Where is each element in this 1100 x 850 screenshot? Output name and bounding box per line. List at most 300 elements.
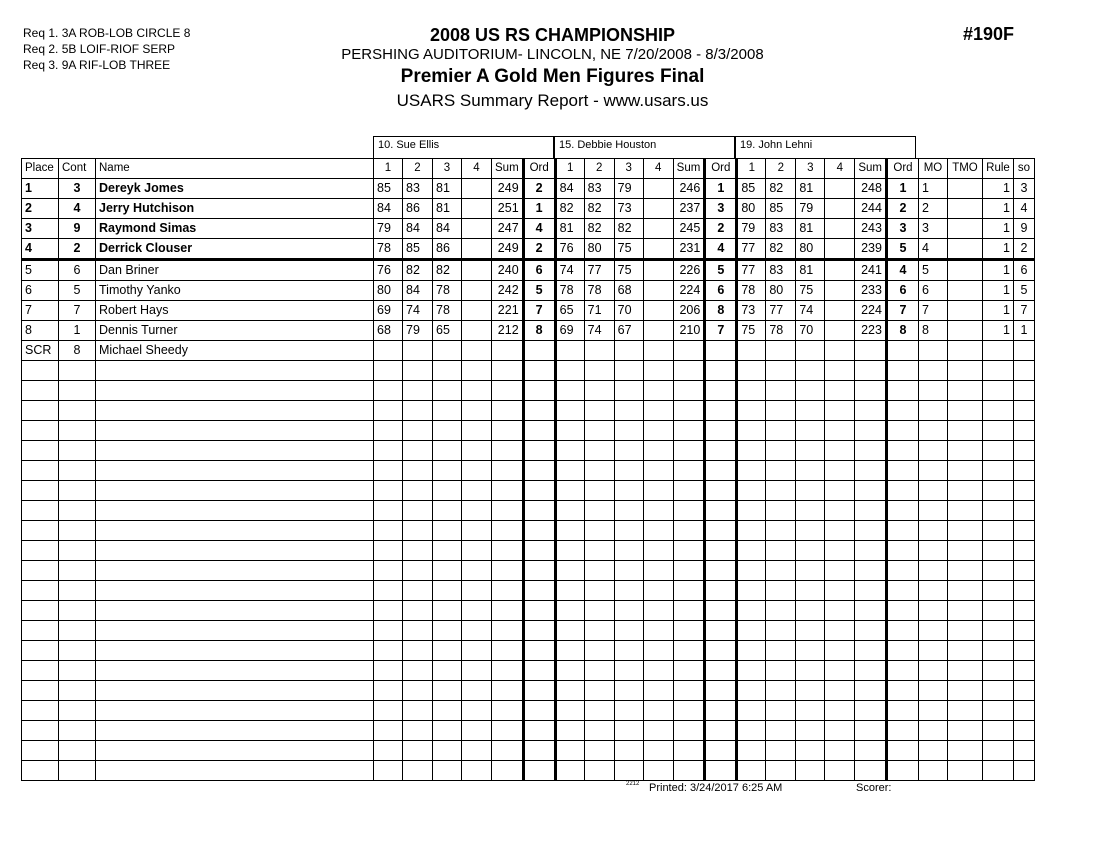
rule-cell: 1 (982, 321, 1013, 341)
header-j1-score-2: 2 (403, 159, 433, 179)
score-cell (462, 341, 492, 361)
score-cell: 77 (766, 301, 796, 321)
empty-cell (947, 561, 982, 581)
empty-cell (96, 581, 374, 601)
empty-cell (947, 381, 982, 401)
empty-cell (59, 481, 96, 501)
empty-cell (825, 681, 855, 701)
sum-cell: 233 (855, 281, 887, 301)
ord-cell (886, 341, 918, 361)
empty-cell (403, 541, 433, 561)
empty-cell (96, 441, 374, 461)
empty-cell (433, 581, 462, 601)
empty-cell (1013, 441, 1034, 461)
sum-cell: 221 (492, 301, 524, 321)
empty-cell (555, 621, 584, 641)
score-cell (825, 199, 855, 219)
sum-cell: 239 (855, 239, 887, 260)
empty-cell (555, 701, 584, 721)
ord-cell: 8 (523, 321, 555, 341)
empty-cell (523, 361, 555, 381)
score-cell (462, 321, 492, 341)
scorer-label: Scorer: (856, 782, 892, 794)
empty-cell (59, 401, 96, 421)
header-j1-score-3: 3 (433, 159, 462, 179)
event-title: 2008 US RS CHAMPIONSHIP (429, 25, 676, 45)
empty-cell (918, 581, 947, 601)
score-cell: 82 (584, 199, 614, 219)
score-cell (462, 199, 492, 219)
empty-cell (705, 641, 737, 661)
empty-cell (59, 681, 96, 701)
score-cell: 82 (433, 260, 462, 281)
empty-cell (673, 361, 705, 381)
score-cell: 81 (796, 179, 825, 199)
empty-cell (886, 481, 918, 501)
empty-cell (374, 441, 403, 461)
empty-cell (523, 661, 555, 681)
empty-cell (643, 481, 673, 501)
empty-cell (705, 561, 737, 581)
event-name: Premier A Gold Men Figures Final (400, 66, 705, 87)
empty-cell (22, 721, 59, 741)
empty-cell (462, 401, 492, 421)
empty-cell (766, 761, 796, 781)
score-cell: 82 (555, 199, 584, 219)
sum-cell: 206 (673, 301, 705, 321)
empty-cell (403, 421, 433, 441)
empty-cell (22, 641, 59, 661)
empty-cell (766, 541, 796, 561)
empty-cell (766, 461, 796, 481)
empty-cell (886, 681, 918, 701)
empty-cell (492, 561, 524, 581)
score-cell: 83 (584, 179, 614, 199)
empty-cell (947, 541, 982, 561)
empty-cell (374, 601, 403, 621)
empty-cell (96, 421, 374, 441)
empty-cell (886, 721, 918, 741)
empty-cell (825, 601, 855, 621)
mo-cell: 5 (918, 260, 947, 281)
empty-row (22, 421, 1035, 441)
empty-cell (855, 761, 887, 781)
score-cell (643, 179, 673, 199)
ord-cell: 6 (705, 281, 737, 301)
empty-cell (96, 501, 374, 521)
empty-cell (462, 541, 492, 561)
empty-cell (584, 541, 614, 561)
empty-cell (555, 581, 584, 601)
empty-row (22, 381, 1035, 401)
empty-cell (374, 761, 403, 781)
empty-cell (59, 421, 96, 441)
empty-cell (886, 361, 918, 381)
empty-cell (643, 681, 673, 701)
header-j1-score-4: 4 (462, 159, 492, 179)
empty-cell (555, 681, 584, 701)
mo-cell: 1 (918, 179, 947, 199)
empty-cell (22, 521, 59, 541)
empty-cell (523, 641, 555, 661)
table-row (22, 219, 1035, 239)
empty-row (22, 501, 1035, 521)
empty-cell (855, 601, 887, 621)
mo-cell: 3 (918, 219, 947, 239)
ord-cell: 5 (705, 260, 737, 281)
tmo-cell (947, 341, 982, 361)
score-cell: 75 (614, 260, 643, 281)
empty-cell (492, 721, 524, 741)
score-cell: 86 (403, 199, 433, 219)
so-cell: 7 (1013, 301, 1034, 321)
empty-cell (982, 621, 1013, 641)
title-block (300, 24, 805, 112)
empty-cell (584, 681, 614, 701)
empty-cell (825, 641, 855, 661)
score-cell: 65 (555, 301, 584, 321)
empty-cell (918, 661, 947, 681)
empty-cell (462, 601, 492, 621)
tmo-cell (947, 199, 982, 219)
empty-cell (523, 701, 555, 721)
sum-cell: 237 (673, 199, 705, 219)
empty-cell (523, 581, 555, 601)
empty-cell (947, 481, 982, 501)
score-cell: 78 (555, 281, 584, 301)
empty-cell (918, 761, 947, 781)
empty-cell (462, 561, 492, 581)
empty-cell (462, 361, 492, 381)
empty-cell (492, 481, 524, 501)
requirements-list (23, 25, 190, 73)
tmo-cell (947, 260, 982, 281)
place-cell: 3 (22, 219, 59, 239)
empty-cell (796, 401, 825, 421)
empty-cell (855, 561, 887, 581)
empty-row (22, 761, 1035, 781)
empty-cell (766, 381, 796, 401)
score-cell: 71 (584, 301, 614, 321)
sum-cell: 240 (492, 260, 524, 281)
header-j3-score-2: 2 (766, 159, 796, 179)
empty-cell (1013, 721, 1034, 741)
empty-cell (59, 361, 96, 381)
cont-cell: 7 (59, 301, 96, 321)
empty-cell (737, 441, 766, 461)
empty-cell (673, 761, 705, 781)
empty-cell (462, 641, 492, 661)
empty-cell (705, 701, 737, 721)
empty-cell (673, 621, 705, 641)
score-cell: 80 (796, 239, 825, 260)
empty-cell (918, 641, 947, 661)
score-cell (462, 239, 492, 260)
empty-cell (643, 581, 673, 601)
empty-cell (492, 761, 524, 781)
score-cell: 86 (433, 239, 462, 260)
empty-cell (584, 761, 614, 781)
empty-cell (584, 701, 614, 721)
sum-cell: 243 (855, 219, 887, 239)
empty-cell (403, 721, 433, 741)
empty-cell (403, 441, 433, 461)
empty-cell (555, 481, 584, 501)
empty-cell (492, 521, 524, 541)
empty-cell (523, 721, 555, 741)
empty-cell (737, 361, 766, 381)
empty-cell (796, 501, 825, 521)
empty-cell (462, 661, 492, 681)
empty-cell (855, 401, 887, 421)
ord-cell: 4 (705, 239, 737, 260)
empty-cell (705, 521, 737, 541)
empty-cell (947, 601, 982, 621)
empty-cell (737, 701, 766, 721)
empty-cell (22, 401, 59, 421)
empty-cell (947, 761, 982, 781)
empty-cell (403, 561, 433, 581)
empty-cell (982, 601, 1013, 621)
cont-cell: 2 (59, 239, 96, 260)
empty-cell (982, 401, 1013, 421)
score-cell: 74 (584, 321, 614, 341)
score-cell (555, 341, 584, 361)
empty-cell (855, 621, 887, 641)
empty-cell (705, 461, 737, 481)
empty-cell (825, 581, 855, 601)
sum-cell: 248 (855, 179, 887, 199)
score-cell: 80 (584, 239, 614, 260)
empty-cell (737, 481, 766, 501)
empty-cell (614, 541, 643, 561)
empty-cell (947, 581, 982, 601)
empty-cell (766, 401, 796, 421)
score-cell: 80 (766, 281, 796, 301)
empty-cell (374, 681, 403, 701)
score-cell (825, 260, 855, 281)
empty-cell (523, 501, 555, 521)
empty-cell (1013, 701, 1034, 721)
mo-cell (918, 341, 947, 361)
empty-cell (433, 701, 462, 721)
empty-cell (462, 741, 492, 761)
empty-cell (643, 421, 673, 441)
empty-cell (433, 361, 462, 381)
empty-cell (492, 581, 524, 601)
empty-cell (705, 441, 737, 461)
empty-cell (855, 721, 887, 741)
empty-cell (886, 541, 918, 561)
empty-cell (96, 521, 374, 541)
cont-cell: 1 (59, 321, 96, 341)
empty-row (22, 441, 1035, 461)
score-cell: 69 (555, 321, 584, 341)
empty-cell (825, 541, 855, 561)
empty-cell (796, 381, 825, 401)
empty-cell (374, 641, 403, 661)
empty-cell (433, 761, 462, 781)
cont-cell: 9 (59, 219, 96, 239)
empty-cell (982, 361, 1013, 381)
empty-cell (886, 601, 918, 621)
empty-cell (614, 721, 643, 741)
empty-cell (433, 501, 462, 521)
empty-cell (96, 361, 374, 381)
score-cell: 70 (614, 301, 643, 321)
empty-cell (492, 621, 524, 641)
header-j2-score-2: 2 (584, 159, 614, 179)
mo-cell: 4 (918, 239, 947, 260)
empty-cell (584, 361, 614, 381)
empty-cell (855, 541, 887, 561)
score-cell: 79 (403, 321, 433, 341)
empty-cell (523, 681, 555, 701)
empty-cell (1013, 501, 1034, 521)
empty-row (22, 641, 1035, 661)
tmo-cell (947, 179, 982, 199)
ord-cell: 7 (523, 301, 555, 321)
empty-cell (492, 541, 524, 561)
empty-cell (555, 381, 584, 401)
empty-cell (22, 741, 59, 761)
empty-cell (796, 521, 825, 541)
empty-cell (523, 621, 555, 641)
score-cell: 69 (374, 301, 403, 321)
ord-cell: 4 (886, 260, 918, 281)
ord-cell: 5 (886, 239, 918, 260)
empty-cell (737, 761, 766, 781)
empty-cell (737, 581, 766, 601)
empty-cell (59, 661, 96, 681)
empty-cell (96, 741, 374, 761)
empty-row (22, 601, 1035, 621)
empty-cell (855, 461, 887, 481)
empty-cell (855, 581, 887, 601)
empty-cell (614, 381, 643, 401)
empty-cell (59, 741, 96, 761)
empty-cell (96, 641, 374, 661)
empty-cell (462, 621, 492, 641)
empty-cell (643, 401, 673, 421)
empty-cell (523, 441, 555, 461)
empty-cell (825, 501, 855, 521)
empty-cell (886, 621, 918, 641)
table-row (22, 301, 1035, 321)
ord-cell: 2 (523, 239, 555, 260)
empty-cell (96, 401, 374, 421)
ord-cell: 7 (705, 321, 737, 341)
requirement-2: Req 2. 5B LOIF-RIOF SERP (23, 42, 176, 56)
header-j2-score-3: 3 (614, 159, 643, 179)
empty-cell (22, 681, 59, 701)
sum-cell: 247 (492, 219, 524, 239)
empty-cell (947, 701, 982, 721)
name-cell: Derrick Clouser (96, 239, 374, 260)
empty-cell (555, 661, 584, 681)
empty-cell (737, 421, 766, 441)
empty-row (22, 701, 1035, 721)
empty-cell (22, 701, 59, 721)
score-cell (462, 260, 492, 281)
empty-cell (766, 421, 796, 441)
empty-cell (737, 521, 766, 541)
empty-cell (374, 381, 403, 401)
empty-cell (825, 461, 855, 481)
score-cell (737, 341, 766, 361)
empty-cell (614, 501, 643, 521)
table-row (22, 321, 1035, 341)
empty-cell (433, 441, 462, 461)
score-cell: 78 (737, 281, 766, 301)
score-cell (825, 219, 855, 239)
header-so: so (1013, 159, 1034, 179)
empty-cell (705, 681, 737, 701)
score-cell (825, 301, 855, 321)
header-name: Name (96, 159, 374, 179)
empty-cell (614, 361, 643, 381)
empty-cell (947, 721, 982, 741)
empty-cell (462, 681, 492, 701)
sum-cell: 224 (855, 301, 887, 321)
empty-cell (796, 441, 825, 461)
empty-cell (22, 441, 59, 461)
name-cell: Raymond Simas (96, 219, 374, 239)
place-cell: 2 (22, 199, 59, 219)
empty-cell (886, 561, 918, 581)
mo-cell: 6 (918, 281, 947, 301)
empty-cell (614, 521, 643, 541)
table-row (22, 239, 1035, 260)
empty-cell (22, 421, 59, 441)
empty-cell (433, 741, 462, 761)
empty-cell (673, 441, 705, 461)
so-cell: 5 (1013, 281, 1034, 301)
score-cell: 81 (433, 179, 462, 199)
empty-cell (918, 681, 947, 701)
header-j2-ord: Ord (705, 159, 737, 179)
empty-row (22, 561, 1035, 581)
empty-cell (825, 481, 855, 501)
empty-cell (796, 581, 825, 601)
name-cell: Dan Briner (96, 260, 374, 281)
empty-cell (673, 581, 705, 601)
header-j3-score-3: 3 (796, 159, 825, 179)
judge-3-label: 19. John Lehni (735, 136, 916, 158)
score-cell (643, 321, 673, 341)
ord-cell (705, 341, 737, 361)
empty-cell (403, 501, 433, 521)
empty-row (22, 681, 1035, 701)
ord-cell: 3 (886, 219, 918, 239)
empty-cell (374, 741, 403, 761)
sum-cell: 241 (855, 260, 887, 281)
table-row (22, 199, 1035, 219)
score-cell (374, 341, 403, 361)
score-cell: 78 (766, 321, 796, 341)
empty-row (22, 401, 1035, 421)
header-j3-sum: Sum (855, 159, 887, 179)
score-cell: 70 (796, 321, 825, 341)
rule-cell: 1 (982, 260, 1013, 281)
score-cell (403, 341, 433, 361)
empty-cell (766, 601, 796, 621)
empty-cell (59, 641, 96, 661)
empty-cell (982, 561, 1013, 581)
empty-cell (855, 521, 887, 541)
empty-cell (918, 381, 947, 401)
empty-cell (982, 701, 1013, 721)
